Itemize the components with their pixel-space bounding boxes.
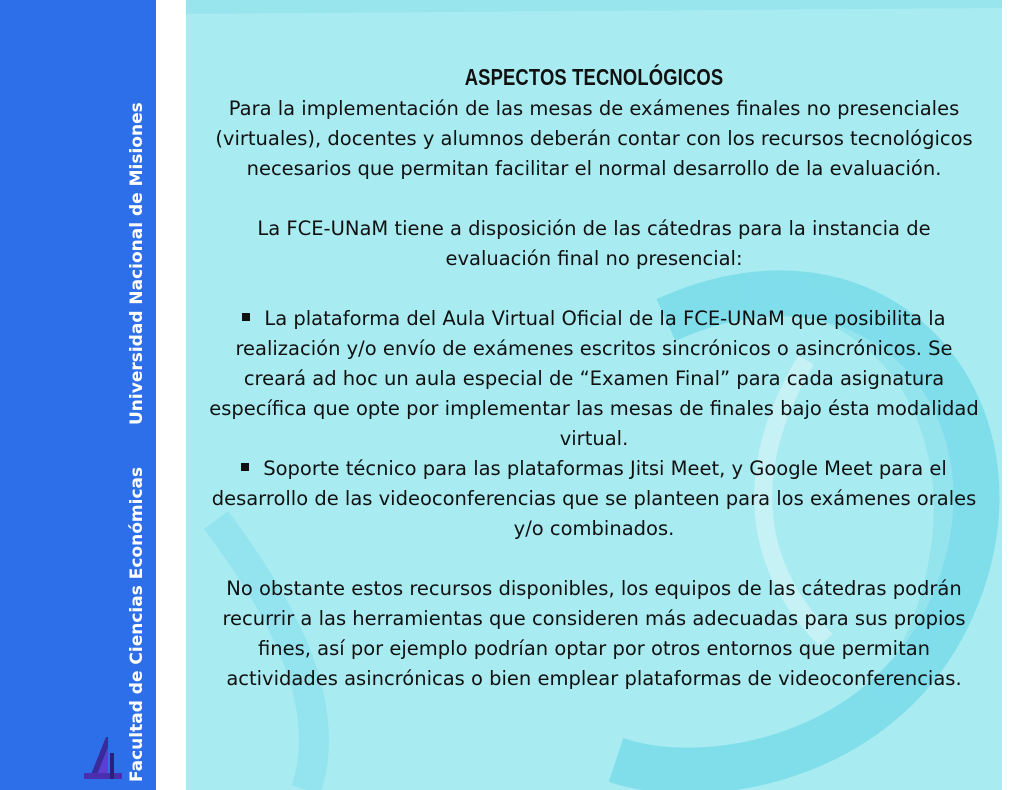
university-name: Universidad Nacional de Misiones: [127, 102, 147, 425]
bullet-text: Soporte técnico para las plataformas Jitsi Meet, y Google Meet para el desarrollo de las videoconferencias que se planteen para los exámenes orales y/o combinados.: [211, 457, 977, 540]
bullet-item: [202, 454, 986, 544]
bullet-item: [202, 304, 986, 454]
page-title: ASPECTOS TECNOLÓGICOS: [464, 64, 724, 90]
paragraph-notes: No obstante estos recursos disponibles, los equipos de las cátedras podrán recurrir a las herramientas que consideren más adecuadas para sus propios fines, así por ejemplo podrían optar por otros entornos que permitan actividades asincrónicas o bien emplear plataformas de videoconferencias.: [222, 577, 966, 690]
unam-logo-icon: [84, 733, 124, 783]
page-margin: [1002, 0, 1024, 790]
page-gutter: [156, 0, 186, 790]
sidebar: [0, 0, 156, 790]
paragraph-intro: Para la implementación de las mesas de exámenes finales no presenciales (virtuales), docentes y alumnos deberán contar con los recursos tecnológicos necesarios que permitan facilitar el normal desarrollo de la evaluación.: [215, 97, 973, 180]
bullet-text: La plataforma del Aula Virtual Oficial de la FCE-UNaM que posibilita la realización y/o envío de exámenes escritos sincrónicos o asincrónicos. Se creará ad hoc un aula especial de “Examen Final” para cada asignatura específica que opte por implementar las mesas de finales bajo ésta modalidad virtual.: [209, 307, 979, 450]
faculty-name: Facultad de Ciencias Económicas: [127, 466, 147, 782]
document-body: [202, 60, 986, 694]
content-panel: [186, 0, 1002, 790]
paragraph-availability: La FCE-UNaM tiene a disposición de las cátedras para la instancia de evaluación final no presencial:: [257, 217, 931, 270]
bullet-icon: [242, 313, 250, 321]
bullet-icon: [241, 463, 249, 471]
